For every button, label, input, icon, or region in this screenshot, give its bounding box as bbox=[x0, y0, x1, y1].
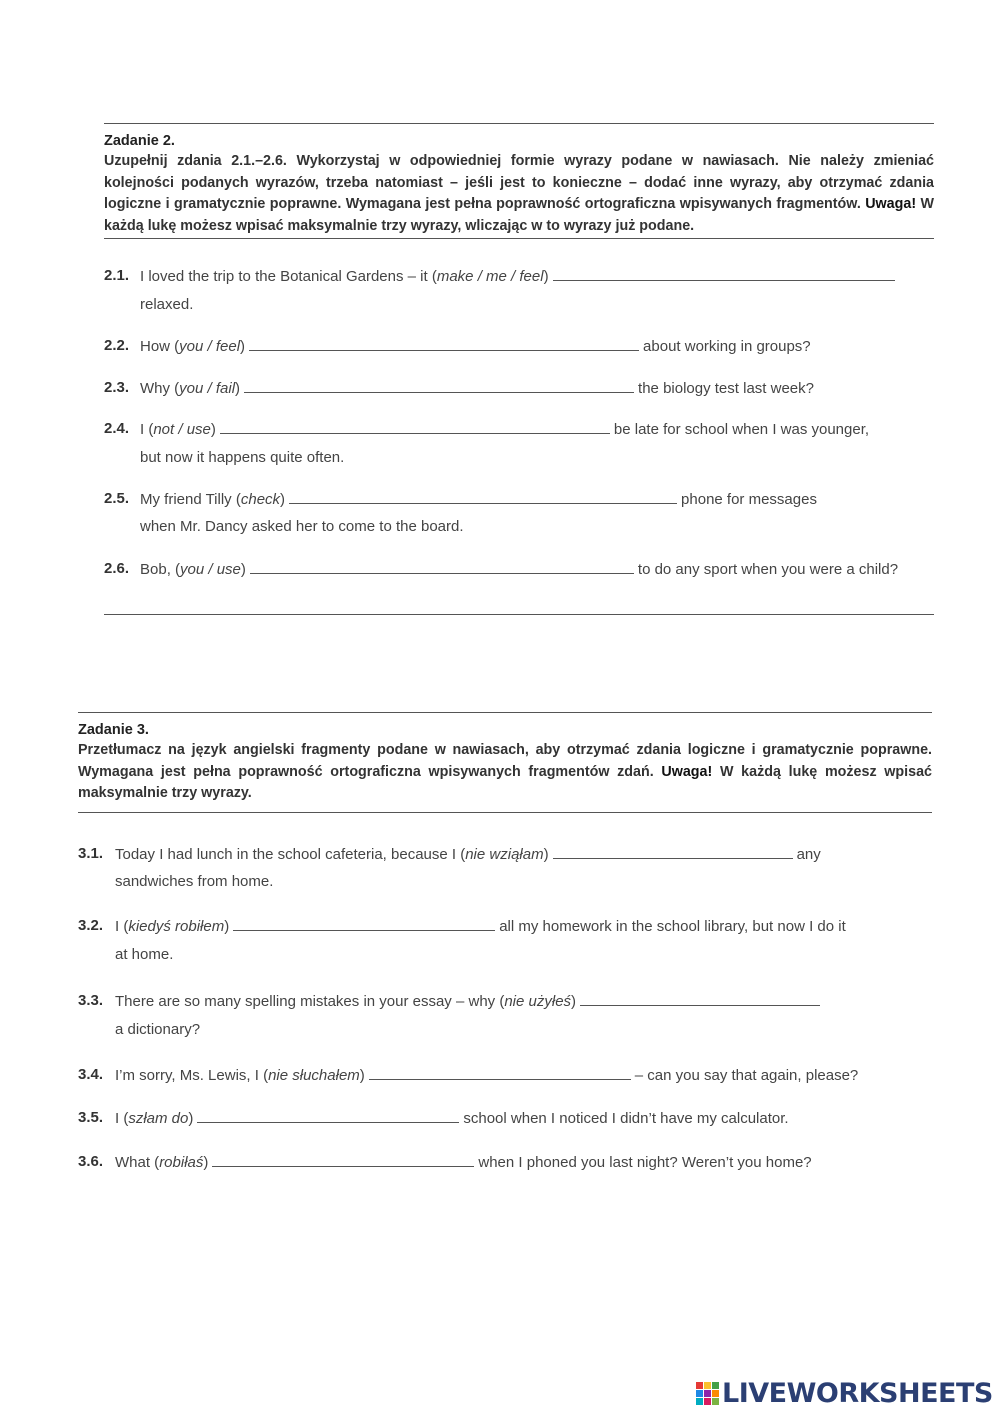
item-number: 2.6. bbox=[104, 560, 130, 577]
answer-blank-3-1[interactable] bbox=[553, 844, 793, 859]
item-number: 3.1. bbox=[78, 845, 104, 862]
logo-mark-tile bbox=[704, 1390, 711, 1397]
task2-top-rule bbox=[104, 123, 934, 124]
answer-blank-2-2[interactable] bbox=[249, 336, 639, 351]
item-continuation: relaxed. bbox=[140, 296, 194, 313]
answer-blank-2-1[interactable] bbox=[553, 266, 895, 281]
item-number: 3.5. bbox=[78, 1109, 104, 1126]
logo-mark-tile bbox=[712, 1390, 719, 1397]
task2-warning: Uwaga! bbox=[865, 196, 917, 212]
task3-warning: Uwaga! bbox=[661, 763, 713, 780]
item-continuation: at home. bbox=[115, 946, 174, 963]
item-number: 2.5. bbox=[104, 490, 130, 507]
answer-blank-2-5[interactable] bbox=[289, 489, 677, 504]
answer-blank-2-4[interactable] bbox=[220, 419, 610, 434]
logo-mark-tile bbox=[696, 1398, 703, 1405]
answer-blank-3-2[interactable] bbox=[233, 916, 495, 931]
logo-mark-tile bbox=[712, 1398, 719, 1405]
item-number: 3.3. bbox=[78, 992, 104, 1009]
item-continuation: but now it happens quite often. bbox=[140, 449, 345, 466]
answer-blank-3-3[interactable] bbox=[580, 991, 820, 1006]
logo-mark-tile bbox=[712, 1382, 719, 1389]
answer-blank-2-3[interactable] bbox=[244, 378, 634, 393]
answer-blank-3-6[interactable] bbox=[212, 1152, 474, 1167]
logo-mark-tile bbox=[696, 1390, 703, 1397]
task3-header bbox=[78, 720, 932, 805]
item-continuation: sandwiches from home. bbox=[115, 873, 274, 890]
task2-title: Zadanie 2. bbox=[104, 133, 175, 149]
item-number: 3.2. bbox=[78, 917, 104, 934]
item-number: 2.1. bbox=[104, 267, 130, 284]
logo-mark-tile bbox=[704, 1398, 711, 1405]
task3-top-rule bbox=[78, 712, 932, 713]
item-continuation: a dictionary? bbox=[115, 1021, 201, 1038]
task2-instructions: Uzupełnij zdania 2.1.–2.6. Wykorzystaj w odpowiedniej formie wyrazy podane w nawiasach. Nie należy zmieniać kolejności podanych wyrazów, trzeba natomiast – jeśli jest to konieczne – dodać inne wyrazy, aby otrzymać zdania logiczne i gramatycznie poprawne. Wymagana jest pełna poprawność ortograficzna wpisywanych fragmentów. Uwaga! W każdą lukę możesz wpisać maksymalnie trzy wyrazy, wliczając w to wyrazy już podane. bbox=[104, 153, 934, 234]
logo-wordmark: LIVEWORKSHEETS bbox=[722, 1377, 993, 1409]
task3-instructions: Przetłumacz na język angielski fragmenty podane w nawiasach, aby otrzymać zdania logiczne i gramatycznie poprawne. Wymagana jest pełna poprawność ortograficzna wpisywanych fragmentów zdań. Uwaga! W każdą lukę możesz wpisać maksymalnie trzy wyrazy. bbox=[78, 742, 932, 801]
liveworksheets-logo-icon bbox=[696, 1382, 719, 1405]
answer-blank-3-5[interactable] bbox=[197, 1108, 459, 1123]
item-number: 2.2. bbox=[104, 337, 130, 354]
answer-blank-2-6[interactable] bbox=[250, 559, 634, 574]
answer-blank-3-4[interactable] bbox=[369, 1065, 631, 1080]
item-number: 3.6. bbox=[78, 1153, 104, 1170]
item-number: 2.4. bbox=[104, 420, 130, 437]
task2-instructions-rule bbox=[104, 238, 934, 239]
item-number: 3.4. bbox=[78, 1066, 104, 1083]
task3-instructions-rule bbox=[78, 812, 932, 813]
logo-mark-tile bbox=[696, 1382, 703, 1389]
task2-bottom-rule bbox=[104, 614, 934, 615]
task2-header bbox=[104, 131, 934, 237]
task3-title: Zadanie 3. bbox=[78, 722, 149, 738]
item-continuation: when Mr. Dancy asked her to come to the board. bbox=[140, 518, 464, 535]
liveworksheets-logo[interactable] bbox=[696, 1378, 993, 1408]
logo-mark-tile bbox=[704, 1382, 711, 1389]
item-number: 2.3. bbox=[104, 379, 130, 396]
